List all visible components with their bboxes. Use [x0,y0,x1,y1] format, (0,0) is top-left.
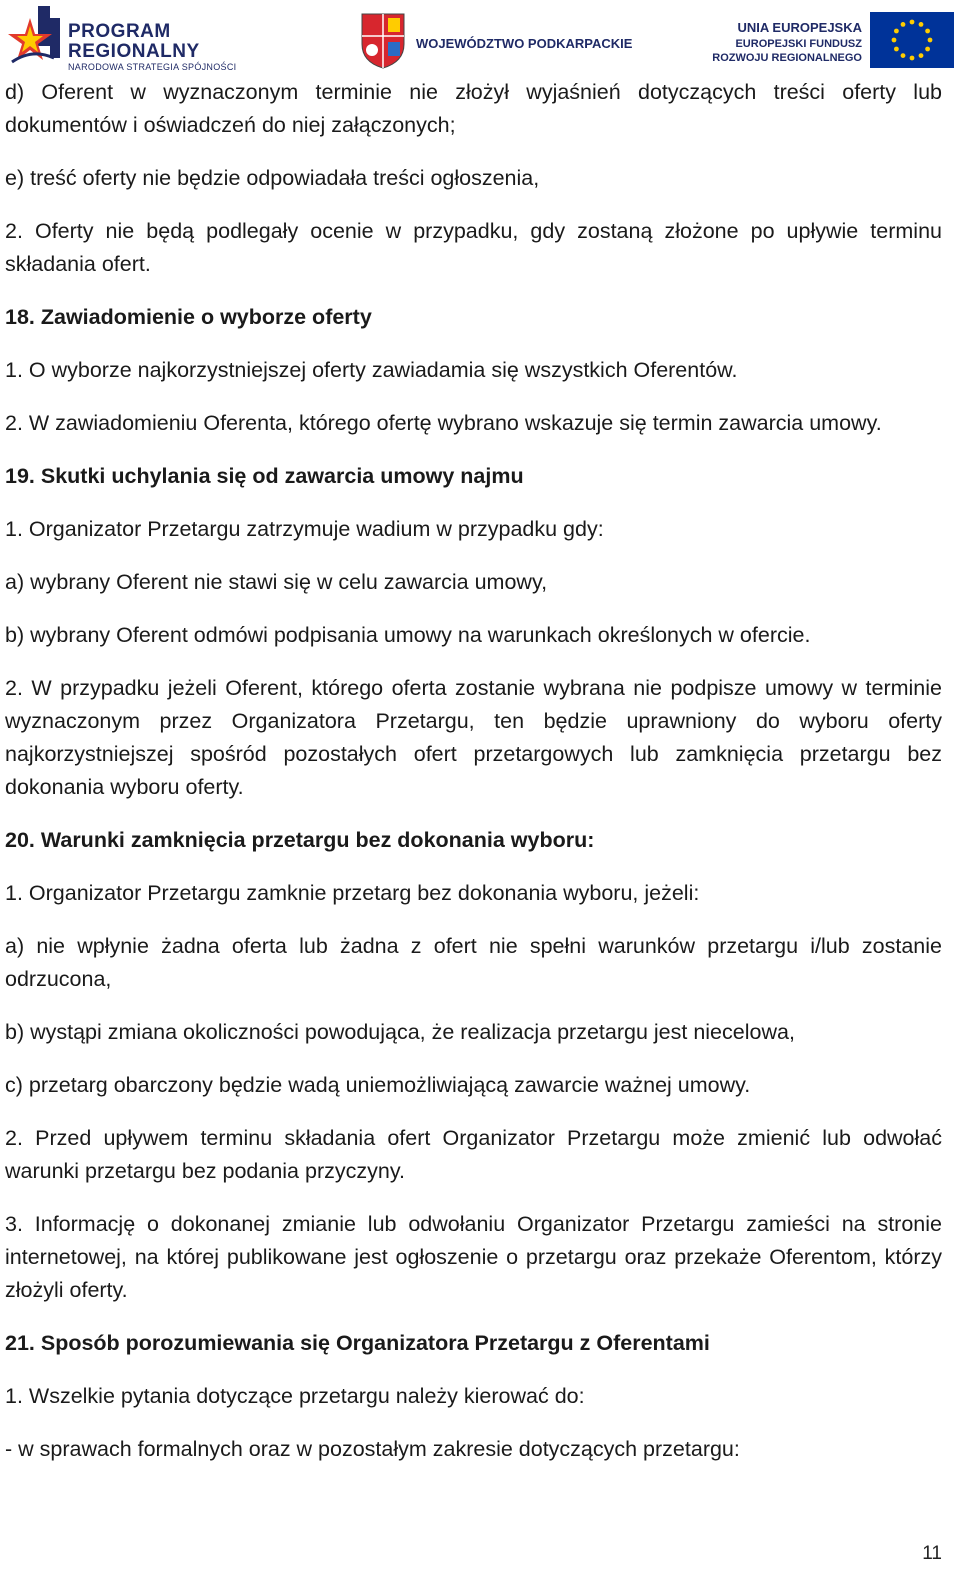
eu-logo [714,10,954,70]
eu-logo-line3: ROZWOJU REGIONALNEGO [712,52,862,64]
paragraph-18-1: 1. O wyborze najkorzystniejszej oferty zawiadamia się wszystkich Oferentów. [5,358,738,382]
section-heading-21: 21. Sposób porozumiewania się Organizatora Przetargu z Oferentami [5,1331,710,1355]
wojewodztwo-logo [358,10,638,70]
program-regionalny-logo [8,4,238,74]
eu-logo-line1: UNIA EUROPEJSKA [737,20,862,35]
page-number: 11 [922,1543,942,1564]
paragraph-20-1: 1. Organizator Przetargu zamknie przetarg bez dokonania wyboru, jeżeli: [5,881,700,905]
paragraph-20-2: 2. Przed upływem terminu składania ofert Organizator Przetargu może zmienić lub odwołać warunki przetargu bez podania przyczyny. [5,1126,942,1183]
program-logo-line2: REGIONALNY [68,41,200,62]
paragraph-20-a: a) nie wpłynie żadna oferta lub żadna z ofert nie spełni warunków przetargu i/lub zostanie odrzucona, [5,934,942,991]
document-body [5,76,942,1466]
paragraph-e: e) treść oferty nie będzie odpowiadała treści ogłoszenia, [5,166,540,190]
paragraph-19-a: a) wybrany Oferent nie stawi się w celu zawarcia umowy, [5,570,548,594]
wojewodztwo-label: WOJEWÓDZTWO PODKARPACKIE [416,36,633,51]
paragraph-20-c: c) przetarg obarczony będzie wadą uniemożliwiającą zawarcie ważnej umowy. [5,1073,751,1097]
coat-of-arms-icon [358,10,408,70]
eu-logo-line2: EUROPEJSKI FUNDUSZ [735,38,862,50]
page-header [0,0,960,80]
paragraph-20-b: b) wystąpi zmiana okoliczności powodująca, że realizacja przetargu jest niecelowa, [5,1020,795,1044]
section-heading-20: 20. Warunki zamknięcia przetargu bez dokonania wyboru: [5,828,595,852]
paragraph-d: d) Oferent w wyznaczonym terminie nie złożył wyjaśnień dotyczących treści oferty lub dokumentów i oświadczeń do niej załączonych; [5,80,942,137]
section-heading-19: 19. Skutki uchylania się od zawarcia umowy najmu [5,464,524,488]
paragraph-21-formal: - w sprawach formalnych oraz w pozostałym zakresie dotyczących przetargu: [5,1437,740,1461]
paragraph-18-2: 2. W zawiadomieniu Oferenta, którego ofertę wybrano wskazuje się termin zawarcia umowy. [5,411,882,435]
star-icon [8,4,66,74]
eu-flag-icon [870,12,954,68]
section-heading-18: 18. Zawiadomienie o wyborze oferty [5,305,372,329]
program-logo-line1: PROGRAM [68,21,171,42]
paragraph-21-1: 1. Wszelkie pytania dotyczące przetargu należy kierować do: [5,1384,585,1408]
paragraph-19-b: b) wybrany Oferent odmówi podpisania umowy na warunkach określonych w ofercie. [5,623,811,647]
paragraph-2-ocena: 2. Oferty nie będą podlegały ocenie w przypadku, gdy zostaną złożone po upływie terminu składania ofert. [5,219,942,276]
paragraph-20-3: 3. Informację o dokonanej zmianie lub odwołaniu Organizator Przetargu zamieści na stronie internetowej, na której publikowane jest ogłoszenie o przetargu oraz przekaże Oferentom, którzy złożyli oferty. [5,1212,942,1302]
paragraph-19-1: 1. Organizator Przetargu zatrzymuje wadium w przypadku gdy: [5,517,604,541]
program-logo-line3: NARODOWA STRATEGIA SPÓJNOŚCI [68,62,237,72]
paragraph-19-2: 2. W przypadku jeżeli Oferent, którego oferta zostanie wybrana nie podpisze umowy w terminie wyznaczonym przez Organizatora Przetargu, ten będzie uprawniony do wyboru oferty najkorzystniejszej spośród pozostałych ofert przetargowych lub zamknięcia przetargu bez dokonania wyboru oferty. [5,676,942,799]
